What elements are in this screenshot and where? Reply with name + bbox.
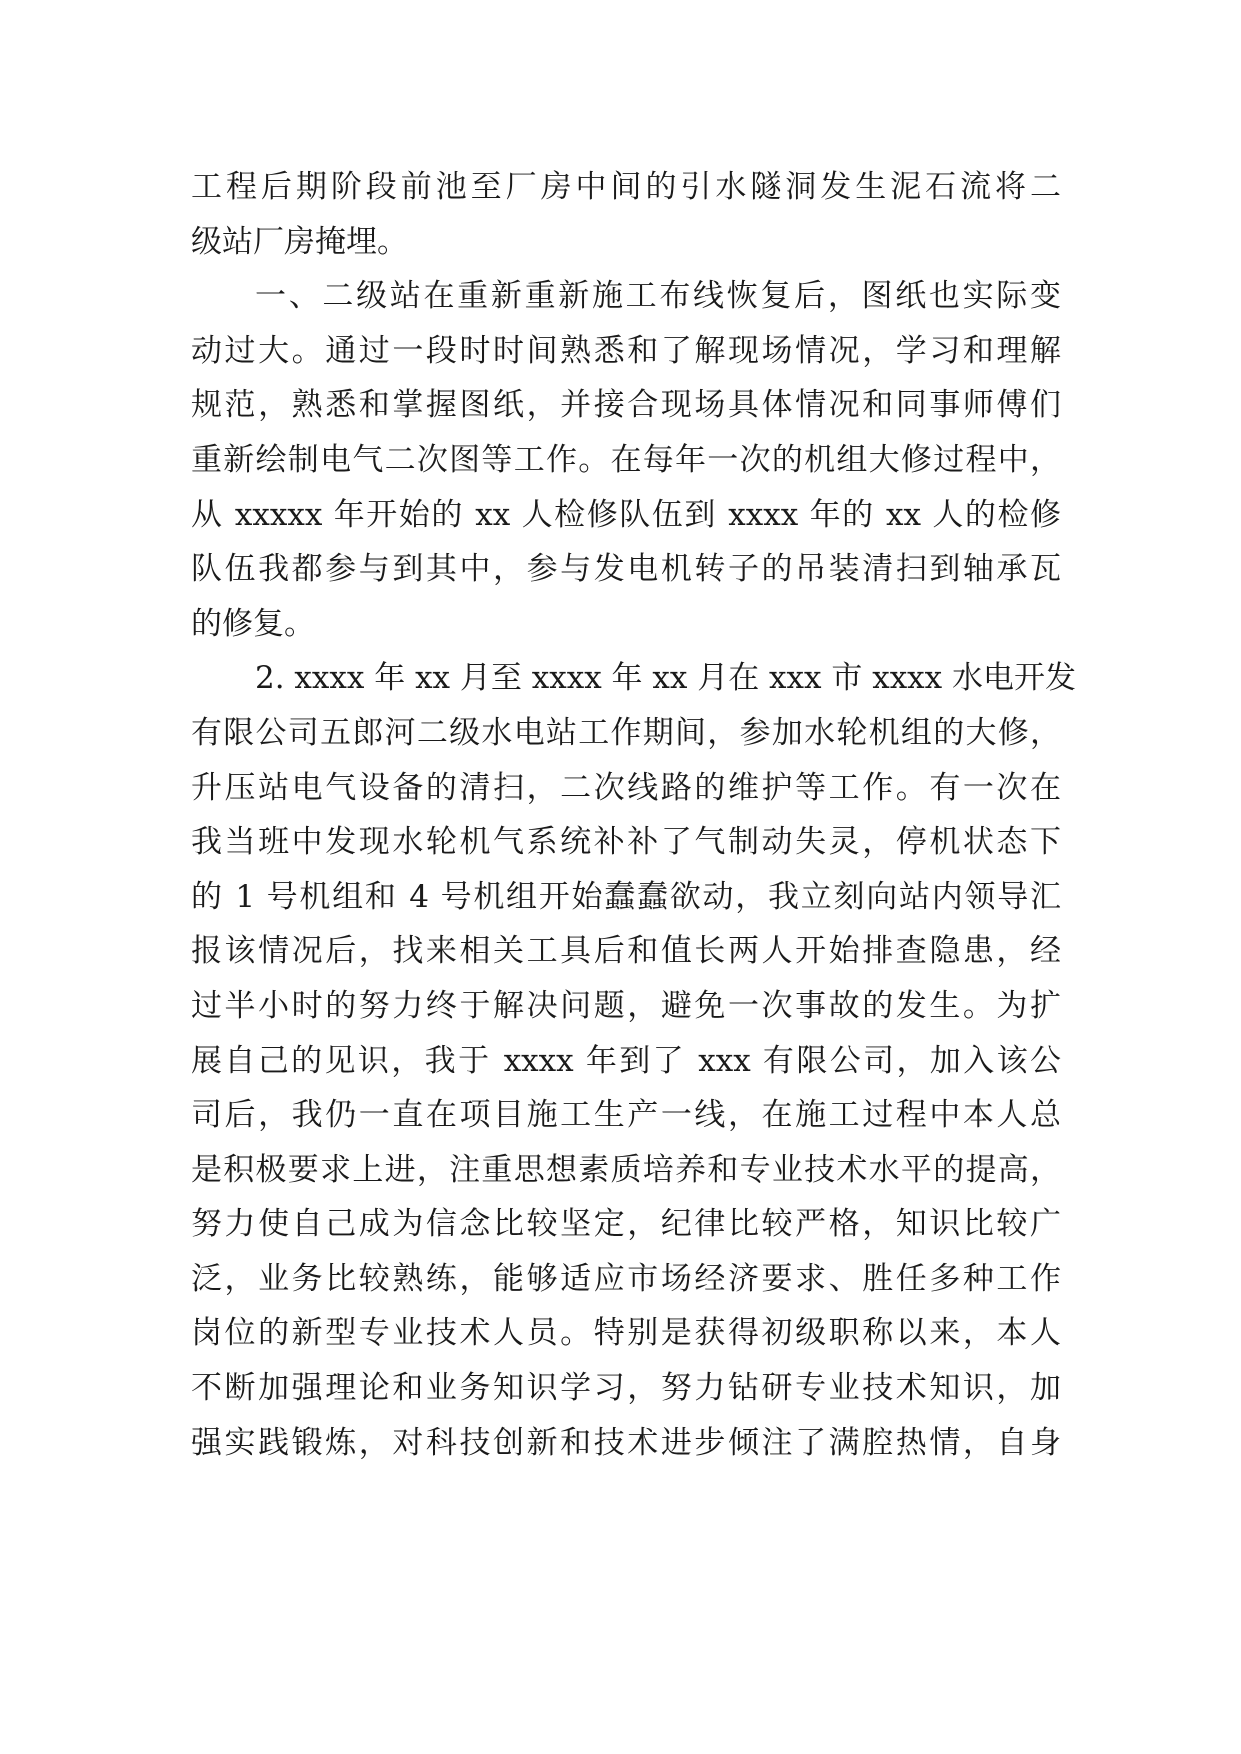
text-line: 队伍我都参与到其中，参与发电机转子的吊装清扫到轴承瓦 bbox=[191, 551, 1061, 588]
text-line: 是积极要求上进，注重思想素质培养和专业技术水平的提高， bbox=[191, 1151, 1061, 1188]
text-line: 过半小时的努力终于解决问题，避免一次事故的发生。为扩 bbox=[191, 987, 1061, 1024]
paragraph-first-line: 一、二级站在重新重新施工布线恢复后，图纸也实际变 bbox=[255, 278, 1061, 315]
text-line: 的修复。 bbox=[191, 605, 315, 642]
text-line: 重新绘制电气二次图等工作。在每年一次的机组大修过程中， bbox=[191, 441, 1061, 478]
text-line: 努力使自己成为信念比较坚定，纪律比较严格，知识比较广 bbox=[191, 1206, 1061, 1243]
text-line: 泛，业务比较熟练，能够适应市场经济要求、胜任多种工作 bbox=[191, 1260, 1061, 1297]
text-line: 工程后期阶段前池至厂房中间的引水隧洞发生泥石流将二 bbox=[191, 169, 1061, 205]
text-line: 司后，我仍一直在项目施工生产一线，在施工过程中本人总 bbox=[191, 1097, 1061, 1134]
text-line: 不断加强理论和业务知识学习，努力钻研专业技术知识，加 bbox=[191, 1370, 1061, 1407]
text-line: 强实践锻炼，对科技创新和技术进步倾注了满腔热情，自身 bbox=[191, 1424, 1061, 1461]
text-line: 岗位的新型专业技术人员。特别是获得初级职称以来，本人 bbox=[191, 1315, 1061, 1352]
text-line: 规范，熟悉和掌握图纸，并接合现场具体情况和同事师傅们 bbox=[191, 387, 1061, 424]
body-text bbox=[191, 160, 1076, 1470]
paragraph-first-line: 2. xxxx 年 xx 月至 xxxx 年 xx 月在 xxx 市 xxxx 水电开发 bbox=[255, 660, 1076, 697]
text-line: 升压站电气设备的清扫，二次线路的维护等工作。有一次在 bbox=[191, 769, 1061, 806]
text-line: 报该情况后，找来相关工具后和值长两人开始排查隐患，经 bbox=[191, 933, 1061, 970]
text-line: 的 1 号机组和 4 号机组开始蠢蠢欲动，我立刻向站内领导汇 bbox=[191, 878, 1061, 915]
text-line: 我当班中发现水轮机气系统补补了气制动失灵，停机状态下 bbox=[191, 824, 1061, 861]
text-line: 级站厂房掩埋。 bbox=[191, 223, 408, 260]
text-line: 从 xxxxx 年开始的 xx 人检修队伍到 xxxx 年的 xx 人的检修 bbox=[191, 496, 1061, 533]
text-line: 动过大。通过一段时时间熟悉和了解现场情况，学习和理解 bbox=[191, 332, 1061, 369]
text-line: 展自己的见识，我于 xxxx 年到了 xxx 有限公司，加入该公 bbox=[191, 1042, 1061, 1079]
text-line: 有限公司五郎河二级水电站工作期间，参加水轮机组的大修， bbox=[191, 714, 1061, 751]
